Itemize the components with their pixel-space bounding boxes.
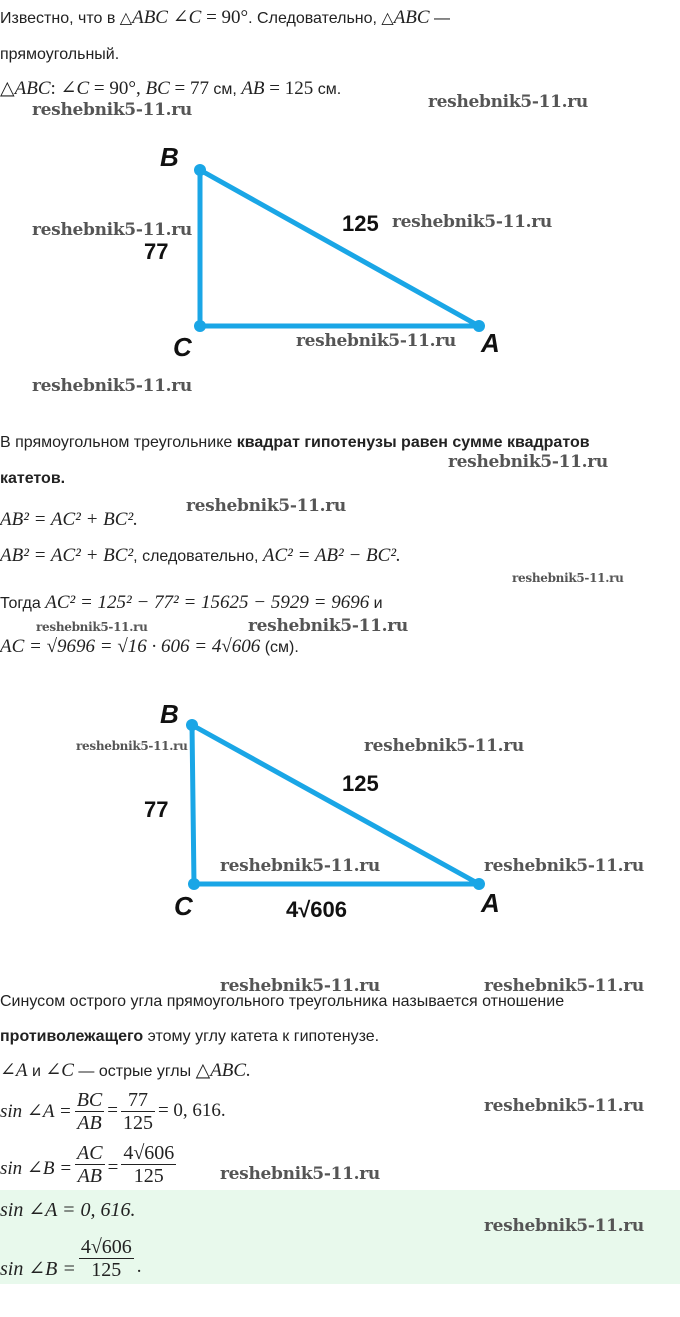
triangle-abc-1 <box>200 170 479 326</box>
watermark: reshebnik5-11.ru <box>484 1096 644 1116</box>
intro-line2: прямоугольный. <box>0 46 120 63</box>
answer-sin-b: sin ∠B = $\frac{4√606}{125}$ . <box>0 1236 142 1281</box>
watermark: reshebnik5-11.ru <box>448 452 608 472</box>
sine-definition-2: противолежащего этому углу катета к гипотенузе. <box>0 1028 380 1045</box>
then-line: Тогда AC² = 125² − 77² = 15625 − 5929 = 9696 и <box>0 592 383 613</box>
watermark: reshebnik5-11.ru <box>36 620 148 634</box>
answer-sin-a: sin ∠A = 0, 616. <box>0 1199 136 1221</box>
vertex-b-dot <box>194 164 206 176</box>
triangle-figure-2 <box>0 695 680 935</box>
label-b: B <box>160 142 179 172</box>
side-bc-label-2: 77 <box>144 797 169 822</box>
vertex-c-dot-2 <box>188 878 200 890</box>
side-ab-label: 125 <box>342 211 379 236</box>
label-a-2: A <box>481 888 500 918</box>
label-a: A <box>481 328 500 358</box>
vertex-b-dot-2 <box>186 719 198 731</box>
formula-1: AB² = AC² + BC². <box>0 509 138 530</box>
watermark: reshebnik5-11.ru <box>392 212 552 232</box>
side-bc-label: 77 <box>144 239 169 264</box>
watermark: reshebnik5-11.ru <box>248 616 408 636</box>
sine-definition: Синусом острого угла прямоугольного треугольника называется отношение <box>0 993 565 1010</box>
intro-line1: Известно, что в △ABC ∠C = 90°. Следовательно, △ABC — <box>0 7 451 28</box>
label-c-2: C <box>174 891 193 921</box>
label-b-2: B <box>160 699 179 729</box>
ac-line: AC = √9696 = √16 · 606 = 4√606 (см). <box>0 636 299 657</box>
watermark: reshebnik5-11.ru <box>186 496 346 516</box>
watermark: reshebnik5-11.ru <box>32 100 192 120</box>
side-ca-label-2: 4√606 <box>286 897 348 922</box>
pythagoras-text: В прямоугольном треугольнике квадрат гипотенузы равен сумме квадратов <box>0 434 590 451</box>
watermark: reshebnik5-11.ru <box>484 856 644 876</box>
watermark: reshebnik5-11.ru <box>512 571 624 585</box>
label-c: C <box>173 332 192 362</box>
watermark: reshebnik5-11.ru <box>32 220 192 240</box>
watermark: reshebnik5-11.ru <box>220 976 380 996</box>
vertex-c-dot <box>194 320 206 332</box>
watermark: reshebnik5-11.ru <box>32 376 192 396</box>
watermark: reshebnik5-11.ru <box>428 92 588 112</box>
sin-a-formula: sin ∠A = $\frac{BC}{AB}$ = $\frac{77}{125}$ = 0, 616. <box>0 1088 226 1134</box>
sin-b-formula: sin ∠B = $\frac{AC}{AB}$ = $\frac{4√606}{125}$ <box>0 1142 175 1187</box>
watermark: reshebnik5-11.ru <box>296 331 456 351</box>
watermark: reshebnik5-11.ru <box>484 976 644 996</box>
watermark: reshebnik5-11.ru <box>220 856 380 876</box>
side-ab-label-2: 125 <box>342 771 379 796</box>
watermark: reshebnik5-11.ru <box>484 1216 644 1236</box>
watermark: reshebnik5-11.ru <box>364 736 524 756</box>
watermark: reshebnik5-11.ru <box>76 739 188 753</box>
pythagoras-text-2: катетов. <box>0 470 66 487</box>
intro-line3: △ABC: ∠C = 90°, BC = 77 см, AB = 125 см. <box>0 78 342 99</box>
watermark: reshebnik5-11.ru <box>220 1164 380 1184</box>
acute-angles-line: ∠A и ∠C — острые углы △ABC. <box>0 1060 251 1081</box>
formula-2: AB² = AC² + BC², следовательно, AC² = AB² − BC². <box>0 545 401 566</box>
